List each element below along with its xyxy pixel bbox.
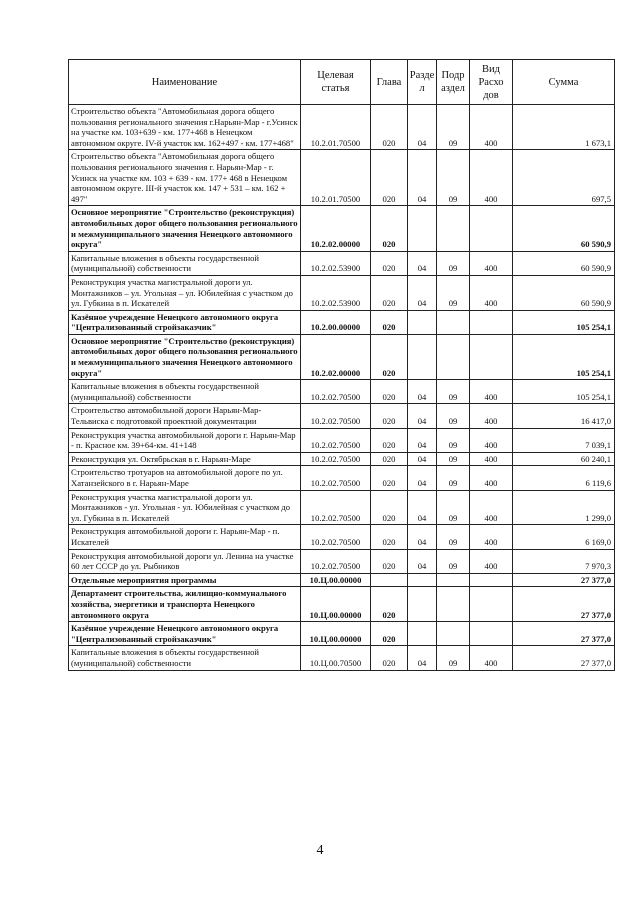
cell-target-article: 10.2.02.70500 [301, 490, 371, 525]
cell-sum: 6 119,6 [513, 466, 615, 490]
cell-expense-type [470, 573, 513, 587]
cell-sum: 6 169,0 [513, 525, 615, 549]
cell-expense-type: 400 [470, 275, 513, 310]
cell-name: Реконструкция ул. Октябрьская в г. Нарьян-Маре [69, 452, 301, 466]
cell-subsection: 09 [437, 452, 470, 466]
cell-section [408, 587, 437, 622]
cell-subsection: 09 [437, 490, 470, 525]
header-name: Наименование [69, 60, 301, 105]
cell-section: 04 [408, 105, 437, 150]
cell-sum: 27 377,0 [513, 573, 615, 587]
table-row [69, 380, 615, 404]
table-row [69, 150, 615, 206]
cell-section: 04 [408, 380, 437, 404]
cell-target-article: 10.2.02.53900 [301, 275, 371, 310]
cell-chapter: 020 [371, 380, 408, 404]
cell-section: 04 [408, 525, 437, 549]
cell-chapter: 020 [371, 525, 408, 549]
cell-name: Капитальные вложения в объекты государственной (муниципальной) собственности [69, 380, 301, 404]
cell-name: Основное мероприятие "Строительство (реконструкция) автомобильных дорог общего пользования регионального и межмуниципального значения Ненецкого автономного округа" [69, 334, 301, 379]
cell-subsection: 09 [437, 105, 470, 150]
cell-sum: 7 970,3 [513, 549, 615, 573]
cell-target-article: 10.2.02.70500 [301, 525, 371, 549]
cell-chapter: 020 [371, 587, 408, 622]
cell-sum: 60 590,9 [513, 275, 615, 310]
cell-target-article: 10.Ц.00.00000 [301, 587, 371, 622]
cell-name: Казённое учреждение Ненецкого автономного округа "Централизованный стройзаказчик" [69, 622, 301, 646]
cell-sum: 1 299,0 [513, 490, 615, 525]
cell-target-article: 10.2.02.00000 [301, 206, 371, 251]
cell-name: Строительство объекта "Автомобильная дорога общего пользования регионального значения г. Нарьян-Мар - г. Усинск на участке км. 103 + 639 - км. 177+ 468 в Ненецком автономном округе. III-й участок км. 147 + 531 – км. 162 + 497" [69, 150, 301, 206]
cell-section: 04 [408, 404, 437, 428]
cell-chapter: 020 [371, 206, 408, 251]
cell-target-article: 10.2.01.70500 [301, 150, 371, 206]
cell-sum: 60 240,1 [513, 452, 615, 466]
table-header-row [69, 60, 615, 105]
cell-section: 04 [408, 490, 437, 525]
cell-target-article: 10.2.02.70500 [301, 428, 371, 452]
cell-subsection: 09 [437, 251, 470, 275]
cell-target-article: 10.2.02.70500 [301, 549, 371, 573]
cell-name: Реконструкция участка магистральной дороги ул. Монтажников - ул. Угольная - ул. Юбилейная с участком до ул. Губкина в п. Искателей [69, 490, 301, 525]
table-row [69, 275, 615, 310]
cell-name: Капитальные вложения в объекты государственной (муниципальной) собственности [69, 251, 301, 275]
cell-chapter: 020 [371, 251, 408, 275]
cell-expense-type: 400 [470, 404, 513, 428]
table-row [69, 105, 615, 150]
cell-subsection: 09 [437, 404, 470, 428]
table-row [69, 549, 615, 573]
cell-chapter: 020 [371, 622, 408, 646]
cell-subsection: 09 [437, 380, 470, 404]
cell-expense-type: 400 [470, 105, 513, 150]
cell-chapter: 020 [371, 466, 408, 490]
cell-target-article: 10.Ц.00.00000 [301, 573, 371, 587]
cell-chapter: 020 [371, 334, 408, 379]
cell-subsection [437, 622, 470, 646]
cell-subsection [437, 310, 470, 334]
cell-expense-type [470, 622, 513, 646]
table-row [69, 490, 615, 525]
cell-section: 04 [408, 549, 437, 573]
cell-chapter [371, 573, 408, 587]
cell-expense-type [470, 587, 513, 622]
header-subsection: Подр аздел [437, 60, 470, 105]
header-chapter: Глава [371, 60, 408, 105]
cell-expense-type [470, 310, 513, 334]
cell-target-article: 10.2.02.70500 [301, 452, 371, 466]
cell-target-article: 10.2.02.70500 [301, 380, 371, 404]
cell-name: Реконструкция участка автомобильной дороги г. Нарьян-Мар - п. Красное км. 39+64-км. 41+148 [69, 428, 301, 452]
cell-section [408, 310, 437, 334]
cell-chapter: 020 [371, 452, 408, 466]
budget-table-container [68, 59, 614, 671]
table-row [69, 646, 615, 670]
cell-target-article: 10.Ц.00.00000 [301, 622, 371, 646]
cell-chapter: 020 [371, 428, 408, 452]
cell-sum: 27 377,0 [513, 622, 615, 646]
cell-target-article: 10.2.02.70500 [301, 404, 371, 428]
table-row [69, 310, 615, 334]
header-target-article: Целевая статья [301, 60, 371, 105]
cell-name: Основное мероприятие "Строительство (реконструкция) автомобильных дорог общего пользования регионального и межмуниципального значения Ненецкого автономного округа" [69, 206, 301, 251]
table-row [69, 404, 615, 428]
table-row [69, 206, 615, 251]
cell-section: 04 [408, 275, 437, 310]
cell-name: Строительство автомобильной дороги Нарьян-Мар-Тельвиска с подготовкой проектной документации [69, 404, 301, 428]
cell-name: Департамент строительства, жилищно-коммунального хозяйства, энергетики и транспорта Ненецкого автономного округа [69, 587, 301, 622]
cell-expense-type: 400 [470, 549, 513, 573]
cell-expense-type: 400 [470, 452, 513, 466]
cell-name: Реконструкция автомобильной дороги г. Нарьян-Мар - п. Искателей [69, 525, 301, 549]
cell-chapter: 020 [371, 105, 408, 150]
cell-chapter: 020 [371, 310, 408, 334]
cell-subsection: 09 [437, 428, 470, 452]
cell-sum: 105 254,1 [513, 310, 615, 334]
cell-sum: 105 254,1 [513, 334, 615, 379]
cell-name: Строительство объекта "Автомобильная дорога общего пользования регионального значения г.Нарьян-Мар - г.Усинск на участке км. 103+639 - км. 177+468 в Ненецком автономном округе. IV-й участок км. 162+497 - км. 177+468" [69, 105, 301, 150]
table-row [69, 622, 615, 646]
table-row [69, 573, 615, 587]
cell-chapter: 020 [371, 646, 408, 670]
cell-subsection: 09 [437, 525, 470, 549]
cell-name: Реконструкция участка магистральной дороги ул. Монтажников – ул. Угольная – ул. Юбилейная с участком до ул. Губкина в п. Искателей [69, 275, 301, 310]
cell-expense-type: 400 [470, 380, 513, 404]
cell-expense-type: 400 [470, 150, 513, 206]
cell-target-article: 10.2.02.00000 [301, 334, 371, 379]
table-row [69, 452, 615, 466]
cell-expense-type [470, 334, 513, 379]
header-expense-type: Вид Расхо дов [470, 60, 513, 105]
cell-name: Капитальные вложения в объекты государственной (муниципальной) собственности [69, 646, 301, 670]
cell-sum: 105 254,1 [513, 380, 615, 404]
cell-subsection [437, 334, 470, 379]
cell-section: 04 [408, 150, 437, 206]
table-row [69, 334, 615, 379]
header-section: Разде л [408, 60, 437, 105]
cell-section: 04 [408, 646, 437, 670]
table-row [69, 428, 615, 452]
cell-expense-type: 400 [470, 251, 513, 275]
cell-sum: 697,5 [513, 150, 615, 206]
cell-subsection: 09 [437, 549, 470, 573]
cell-section: 04 [408, 428, 437, 452]
header-sum: Сумма [513, 60, 615, 105]
cell-section: 04 [408, 251, 437, 275]
table-row [69, 466, 615, 490]
cell-sum: 16 417,0 [513, 404, 615, 428]
cell-target-article: 10.2.02.53900 [301, 251, 371, 275]
cell-target-article: 10.2.02.70500 [301, 466, 371, 490]
cell-chapter: 020 [371, 275, 408, 310]
cell-sum: 1 673,1 [513, 105, 615, 150]
cell-sum: 60 590,9 [513, 206, 615, 251]
cell-name: Казённое учреждение Ненецкого автономного округа "Централизованный стройзаказчик" [69, 310, 301, 334]
cell-sum: 27 377,0 [513, 646, 615, 670]
table-row [69, 587, 615, 622]
cell-sum: 7 039,1 [513, 428, 615, 452]
cell-section [408, 334, 437, 379]
table-row [69, 251, 615, 275]
cell-chapter: 020 [371, 150, 408, 206]
cell-chapter: 020 [371, 490, 408, 525]
cell-name: Строительство тротуаров на автомобильной дороге по ул. Хатанзейского в г. Нарьян-Маре [69, 466, 301, 490]
cell-section [408, 573, 437, 587]
cell-section [408, 206, 437, 251]
cell-subsection: 09 [437, 646, 470, 670]
cell-chapter: 020 [371, 404, 408, 428]
cell-chapter: 020 [371, 549, 408, 573]
cell-subsection [437, 206, 470, 251]
cell-subsection: 09 [437, 275, 470, 310]
cell-expense-type: 400 [470, 646, 513, 670]
table-row [69, 525, 615, 549]
table-body [69, 105, 615, 671]
cell-sum: 27 377,0 [513, 587, 615, 622]
cell-expense-type [470, 206, 513, 251]
cell-expense-type: 400 [470, 525, 513, 549]
cell-target-article: 10.2.01.70500 [301, 105, 371, 150]
page-number: 4 [316, 843, 324, 858]
cell-target-article: 10.2.00.00000 [301, 310, 371, 334]
cell-expense-type: 400 [470, 466, 513, 490]
cell-subsection: 09 [437, 150, 470, 206]
cell-section [408, 622, 437, 646]
cell-name: Отдельные мероприятия программы [69, 573, 301, 587]
cell-subsection [437, 573, 470, 587]
budget-table [68, 59, 615, 671]
cell-name: Реконструкция автомобильной дороги ул. Ленина на участке 60 лет СССР до ул. Рыбников [69, 549, 301, 573]
cell-section: 04 [408, 466, 437, 490]
cell-section: 04 [408, 452, 437, 466]
cell-subsection: 09 [437, 466, 470, 490]
cell-expense-type: 400 [470, 428, 513, 452]
cell-sum: 60 590,9 [513, 251, 615, 275]
cell-target-article: 10.Ц.00.70500 [301, 646, 371, 670]
cell-expense-type: 400 [470, 490, 513, 525]
cell-subsection [437, 587, 470, 622]
